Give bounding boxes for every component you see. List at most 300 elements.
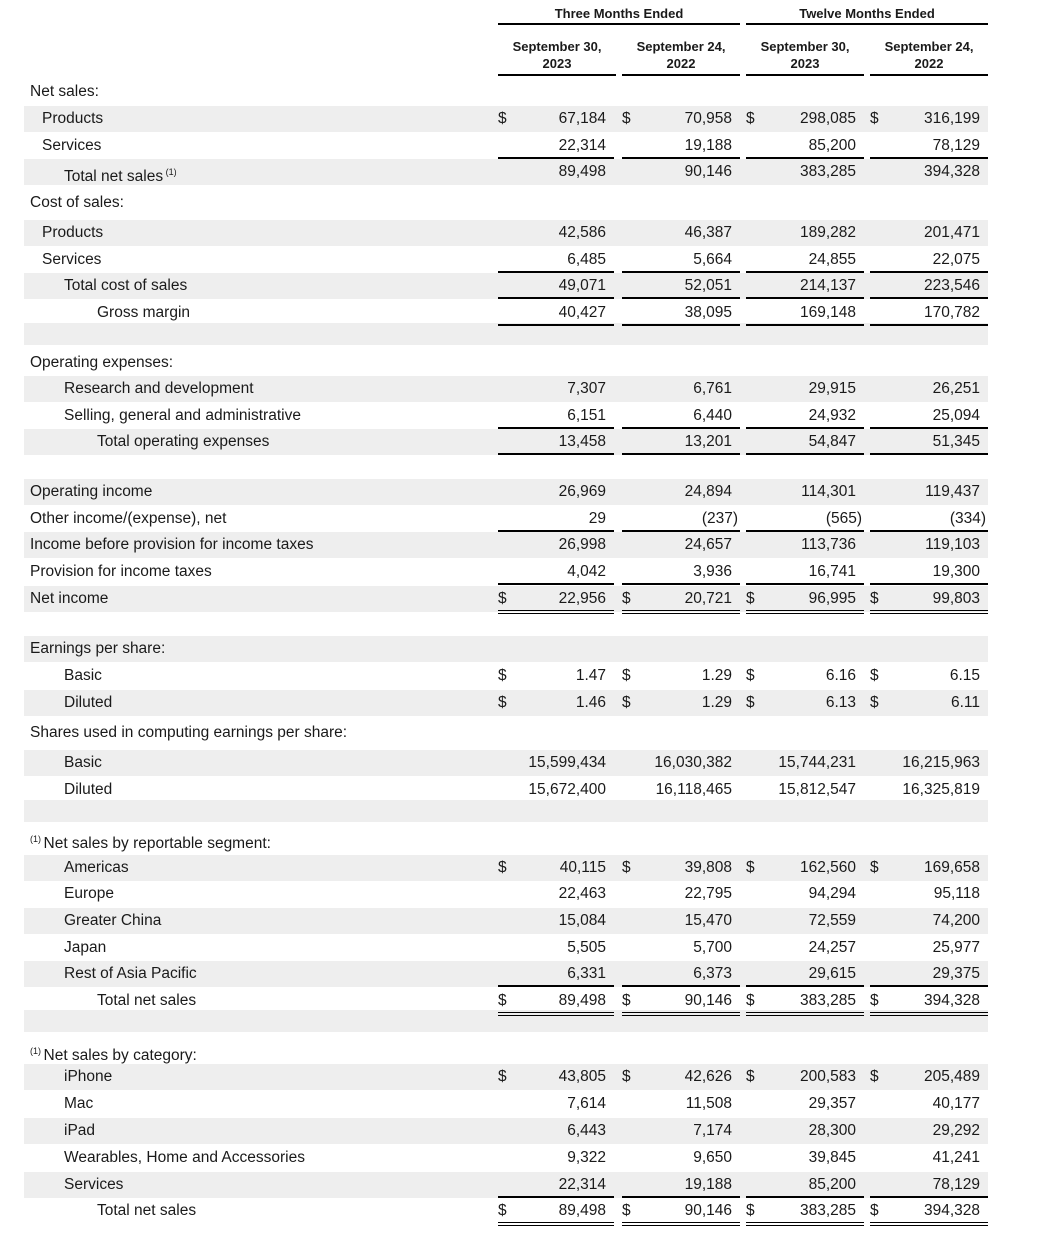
blank-stripe-row [24,800,988,822]
row-label: Provision for income taxes [30,563,212,580]
value-number: 52,051 [684,277,732,294]
value-cell [870,777,988,803]
value-number: 383,285 [799,1202,856,1219]
row-label: Income before provision for income taxes [30,536,314,553]
value-cell [746,881,864,907]
value-cell [870,1091,988,1117]
value-cell [622,961,740,987]
row-label: Services [42,251,102,268]
value-cell [746,908,864,934]
footnote-marker: (1) [30,834,44,844]
value-number: 114,301 [801,483,856,500]
value-number: 4,042 [567,563,606,580]
value-number: 78,129 [932,137,980,154]
value-cell [870,559,988,585]
value-cell [622,663,740,689]
value-number: 42,586 [558,224,606,241]
table-row [24,403,988,429]
value-cell [746,106,864,132]
row-label: Europe [64,885,114,902]
value-cell [498,429,614,455]
value-cell [870,750,988,776]
value-cell [870,908,988,934]
value-cell [870,133,988,159]
value-number: 40,115 [559,859,606,876]
table-row [24,1118,988,1144]
value-cell [622,532,740,558]
table-row [24,106,988,132]
value-cell [870,220,988,246]
table-row [24,720,988,746]
value-cell [622,1172,740,1198]
value-cell [870,106,988,132]
value-cell [622,133,740,159]
currency-symbol: $ [870,110,879,127]
value-number: 96,995 [808,590,856,607]
table-row [24,1145,988,1171]
value-number: 85,200 [808,137,856,154]
value-number: 6,761 [693,380,732,397]
value-cell [746,429,864,455]
value-number: 29 [588,510,606,527]
value-cell [498,479,614,505]
value-number: 16,215,963 [902,754,980,771]
value-cell [622,376,740,402]
value-cell [498,663,614,689]
value-number: 95,118 [933,885,980,902]
value-cell [498,1091,614,1117]
value-number: 24,657 [684,536,732,553]
value-cell [746,1064,864,1090]
value-cell [498,1198,614,1226]
value-number: 26,969 [558,483,606,500]
value-cell [622,403,740,429]
value-cell [498,376,614,402]
currency-symbol: $ [870,1202,879,1219]
table-row [24,273,988,299]
table-row [24,1172,988,1198]
value-cell [746,300,864,326]
table-row [24,376,988,402]
column-header-line2: 2022 [914,56,944,71]
currency-symbol: $ [746,1202,755,1219]
value-number: 214,137 [799,277,856,294]
row-label: Diluted [64,694,113,711]
value-cell [498,247,614,273]
value-number: 51,345 [932,433,980,450]
table-row [24,559,988,585]
value-cell [746,988,864,1016]
value-cell [498,106,614,132]
value-cell [622,855,740,881]
value-number: (565) [825,510,862,527]
column-header-line1: September 24, [636,39,726,54]
value-cell [622,750,740,776]
value-number: 15,599,434 [528,754,606,771]
column-header-q-2023 [498,38,616,76]
currency-symbol: $ [870,694,879,711]
table-row [24,133,988,159]
table-row [24,247,988,273]
row-label: iPad [64,1122,96,1139]
row-label: Services [64,1176,124,1193]
value-number: 89,498 [558,992,606,1009]
table-row [24,1038,988,1064]
row-label: Total net sales [97,992,197,1009]
value-cell [746,133,864,159]
value-number: 9,650 [693,1149,732,1166]
row-label: Rest of Asia Pacific [64,965,197,982]
table-row [24,532,988,558]
value-cell [622,1064,740,1090]
value-number: 1.29 [701,667,732,684]
table-row [24,855,988,881]
value-cell [498,1118,614,1144]
value-cell [622,586,740,614]
value-number: 7,174 [693,1122,732,1139]
value-number: 16,030,382 [654,754,732,771]
row-label: iPhone [64,1068,113,1085]
value-number: 54,847 [808,433,856,450]
row-label: Net sales: [30,83,99,100]
row-label: $^{(1)}$ Net sales by category: [30,1046,197,1064]
currency-symbol: $ [746,590,755,607]
table-row [24,988,988,1014]
header-group-label: Three Months Ended [498,6,740,25]
table-row [24,1091,988,1117]
table-row [24,479,988,505]
row-label: Total operating expenses [97,433,270,450]
column-header-q-2022 [622,38,740,76]
currency-symbol: $ [622,992,631,1009]
table-row [24,881,988,907]
value-cell [870,479,988,505]
value-cell [870,988,988,1016]
value-number: 19,188 [684,1176,732,1193]
value-number: 20,721 [684,590,732,607]
value-cell [498,1172,614,1198]
value-cell [622,881,740,907]
value-number: 5,700 [693,939,732,956]
table-row [24,935,988,961]
table-row [24,1198,988,1224]
currency-symbol: $ [622,694,631,711]
value-number: 29,292 [932,1122,980,1139]
value-number: 6.11 [950,694,980,711]
value-cell [622,988,740,1016]
value-number: 6,440 [693,407,732,424]
row-label: Research and development [64,380,254,397]
value-number: 42,626 [684,1068,732,1085]
currency-symbol: $ [870,859,879,876]
value-number: 7,614 [567,1095,606,1112]
value-cell [498,300,614,326]
value-cell [498,506,614,532]
value-cell [498,159,614,185]
value-cell [746,559,864,585]
value-cell [622,908,740,934]
value-number: 200,583 [799,1068,856,1085]
table-row [24,636,988,662]
value-number: 16,118,465 [655,781,732,798]
value-cell [498,855,614,881]
value-number: 119,437 [925,483,980,500]
value-number: 189,282 [799,224,856,241]
currency-symbol: $ [498,1068,507,1085]
value-number: 89,498 [558,1202,606,1219]
value-number: 99,803 [932,590,980,607]
value-cell [746,506,864,532]
value-number: 13,201 [684,433,732,450]
table-row [24,908,988,934]
table-row [24,826,988,852]
value-number: 6,331 [567,965,606,982]
value-number: 383,285 [799,163,856,180]
value-cell [746,935,864,961]
value-number: 298,085 [799,110,856,127]
value-cell [870,247,988,273]
row-label: Mac [64,1095,94,1112]
table-row [24,429,988,455]
value-number: 19,300 [932,563,980,580]
value-number: 1.47 [575,667,606,684]
value-number: 41,241 [932,1149,980,1166]
value-cell [498,586,614,614]
value-number: 72,559 [808,912,856,929]
column-header-line2: 2022 [666,56,696,71]
value-number: 70,958 [684,110,732,127]
value-cell [498,532,614,558]
value-cell [622,159,740,185]
currency-symbol: $ [622,1202,631,1219]
row-label: Operating income [30,483,153,500]
value-number: 16,325,819 [902,781,980,798]
value-number: 29,615 [808,965,856,982]
value-number: 24,894 [684,483,732,500]
value-cell [498,133,614,159]
value-number: 26,998 [558,536,606,553]
value-number: 119,103 [925,536,980,553]
value-number: 6.13 [825,694,856,711]
value-cell [498,403,614,429]
value-number: 85,200 [808,1176,856,1193]
value-cell [870,586,988,614]
value-cell [498,1064,614,1090]
value-number: 24,855 [808,251,856,268]
value-number: 170,782 [923,304,980,321]
row-label: Diluted [64,781,113,798]
value-cell [622,1118,740,1144]
value-cell [746,690,864,716]
column-header-line2: 2023 [790,56,820,71]
currency-symbol: $ [870,992,879,1009]
value-number: 78,129 [932,1176,980,1193]
currency-symbol: $ [498,110,507,127]
row-label: Total cost of sales [64,277,188,294]
value-cell [870,690,988,716]
column-header-line1: September 30, [760,39,850,54]
value-number: 43,805 [558,1068,606,1085]
value-cell [870,532,988,558]
value-number: 24,932 [808,407,856,424]
row-label: Greater China [64,912,162,929]
value-number: 22,314 [558,137,606,154]
value-number: 22,795 [684,885,732,902]
value-cell [746,663,864,689]
value-cell [622,506,740,532]
row-label: Net income [30,590,109,607]
value-number: 89,498 [558,163,606,180]
currency-symbol: $ [498,694,507,711]
value-cell [746,777,864,803]
value-cell [498,559,614,585]
value-number: 6,373 [693,965,732,982]
value-cell [622,1091,740,1117]
row-label: Services [42,137,102,154]
value-number: 15,084 [558,912,606,929]
column-header-fy-2022 [870,38,988,76]
footnote-marker: (1) [163,167,177,177]
value-cell [746,532,864,558]
value-number: 7,307 [567,380,606,397]
currency-symbol: $ [622,1068,631,1085]
value-number: 38,095 [684,304,732,321]
value-cell [498,935,614,961]
value-number: 22,075 [932,251,980,268]
value-cell [622,1198,740,1226]
value-number: 1.29 [701,694,732,711]
value-number: 15,470 [684,912,732,929]
row-label: Americas [64,859,129,876]
value-number: 394,328 [923,163,980,180]
currency-symbol: $ [622,110,631,127]
value-number: 201,471 [923,224,980,241]
row-label: Earnings per share: [30,640,166,657]
value-number: 49,071 [558,277,606,294]
value-number: 13,458 [558,433,606,450]
table-row [24,586,988,612]
value-cell [746,159,864,185]
value-cell [870,855,988,881]
value-cell [746,1091,864,1117]
value-cell [746,479,864,505]
currency-symbol: $ [622,667,631,684]
value-number: 15,672,400 [528,781,606,798]
table-row [24,190,988,216]
header-twelve-months [746,6,988,25]
value-cell [870,663,988,689]
row-label: Gross margin [97,304,191,321]
value-number: 394,328 [923,1202,980,1219]
row-label: $^{(1)}$ Net sales by reportable segment: [30,834,271,852]
currency-symbol: $ [622,590,631,607]
table-row [24,220,988,246]
header-three-months [498,6,740,25]
value-number: 22,956 [558,590,606,607]
value-number: 22,314 [558,1176,606,1193]
value-number: 6,151 [567,407,606,424]
value-cell [622,777,740,803]
value-number: 25,094 [932,407,980,424]
value-number: 26,251 [932,380,980,397]
footnote-marker: (1) [30,1046,44,1056]
value-number: 40,177 [932,1095,980,1112]
value-number: 24,257 [808,939,856,956]
row-label: Selling, general and administrative [64,407,301,424]
value-cell [622,935,740,961]
value-number: 223,546 [923,277,980,294]
value-cell [498,690,614,716]
value-number: 29,375 [932,965,980,982]
header-group-label: Twelve Months Ended [746,6,988,25]
value-cell [746,1118,864,1144]
value-cell [746,403,864,429]
value-number: 15,744,231 [778,754,856,771]
currency-symbol: $ [498,1202,507,1219]
value-number: 67,184 [558,110,606,127]
row-label: Basic [64,754,102,771]
value-cell [870,1145,988,1171]
value-cell [870,961,988,987]
row-label: Cost of sales: [30,194,124,211]
value-number: 90,146 [684,992,732,1009]
value-number: 1.46 [575,694,606,711]
value-cell [622,479,740,505]
table-row [24,506,988,532]
value-cell [622,559,740,585]
row-label: Other income/(expense), net [30,510,227,527]
table-row [24,961,988,987]
value-cell [498,908,614,934]
value-cell [746,247,864,273]
value-cell [498,1145,614,1171]
value-cell [746,1198,864,1226]
value-cell [498,220,614,246]
table-row [24,159,988,185]
row-label: Wearables, Home and Accessories [64,1149,305,1166]
currency-symbol: $ [746,1068,755,1085]
value-cell [746,220,864,246]
value-cell [746,1145,864,1171]
value-cell [622,1145,740,1171]
value-cell [870,1118,988,1144]
table-row [24,663,988,689]
value-number: 6.15 [949,667,980,684]
value-number: 39,845 [808,1149,856,1166]
value-number: 169,148 [799,304,856,321]
value-number: 169,658 [923,859,980,876]
value-cell [870,506,988,532]
value-number: 46,387 [684,224,732,241]
value-cell [870,881,988,907]
currency-symbol: $ [870,590,879,607]
value-number: 94,294 [808,885,856,902]
value-number: (237) [701,510,738,527]
value-number: 394,328 [923,992,980,1009]
value-cell [870,1064,988,1090]
column-header-line1: September 24, [884,39,974,54]
value-number: 15,812,547 [778,781,856,798]
table-row [24,750,988,776]
value-number: 205,489 [923,1068,980,1085]
currency-symbol: $ [746,110,755,127]
value-number: 29,357 [808,1095,856,1112]
value-number: 9,322 [567,1149,606,1166]
value-number: 383,285 [799,992,856,1009]
row-label: Basic [64,667,102,684]
value-number: 28,300 [808,1122,856,1139]
currency-symbol: $ [870,667,879,684]
